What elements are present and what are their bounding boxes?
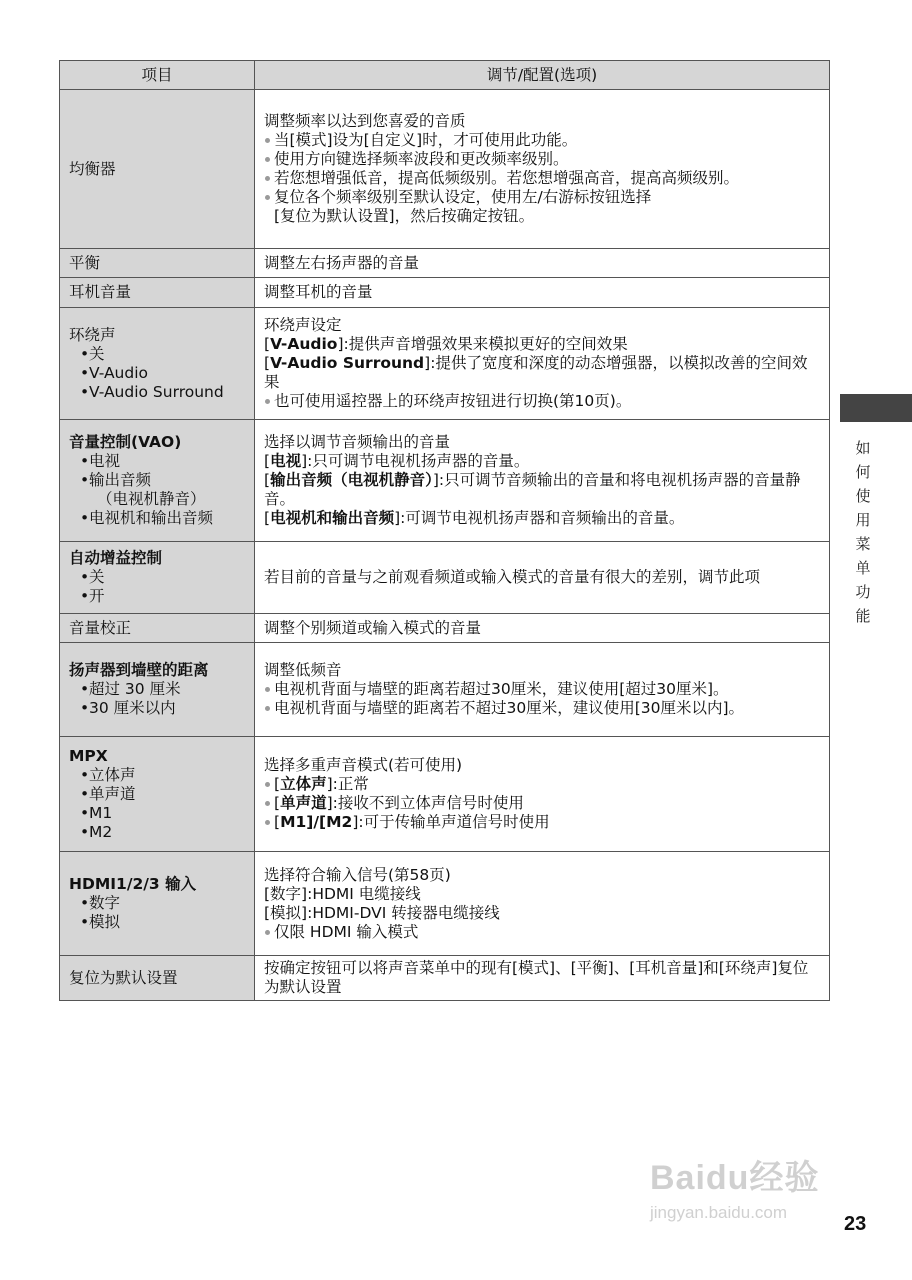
term-text: :可于传输单声道信号时使用 [358, 813, 550, 831]
item-title: 音量控制(VAO) [69, 433, 182, 451]
item-title: 复位为默认设置 [69, 968, 178, 987]
description-line: 调整频率以达到您喜爱的音质 [264, 112, 466, 130]
description-term-line: [电视机和输出音频]:可调节电视机扬声器和音频输出的音量。 [264, 509, 685, 527]
bullet-icon: • [80, 699, 90, 717]
description-cell [255, 643, 830, 737]
table-row [60, 308, 830, 420]
sound-settings-table [59, 60, 830, 1001]
bullet-icon: • [80, 509, 90, 527]
section-tab-char: 使 [855, 487, 871, 505]
header-options: 调节/配置(选项) [255, 61, 830, 90]
item-option-label: （电视机静音） [97, 490, 206, 508]
description-line: 选择多重声音模式(若可使用) [264, 756, 463, 774]
bullet-icon: • [80, 471, 90, 489]
table-row [60, 249, 830, 278]
item-option-label: 立体声 [89, 765, 136, 784]
term-text: :只可调节电视机扬声器的音量。 [307, 452, 530, 470]
item-cell [60, 90, 255, 249]
item-option-label: 关 [89, 344, 105, 363]
table-row [60, 614, 830, 643]
description-line: 选择符合输入信号(第58页) [264, 865, 451, 884]
section-tab-char: 用 [855, 511, 871, 529]
page-number: 23 [844, 1213, 867, 1235]
item-cell [60, 249, 255, 278]
description-term-line: [立体声]:正常 [264, 775, 820, 794]
item-title: 耳机音量 [69, 283, 132, 301]
item-option [69, 587, 245, 606]
description-bullet: 也可使用遥控器上的环绕声按钮进行切换(第10页)。 [264, 392, 820, 411]
term-label: 单声道 [280, 794, 327, 812]
term-text: :只可调节音频输出的音量和将电视机扬声器的音量静音。 [264, 471, 801, 508]
bullet-icon: • [80, 382, 90, 401]
bullet-icon: • [80, 784, 90, 803]
section-tab-char: 何 [855, 463, 871, 481]
item-cell [60, 542, 255, 614]
description-bullet: 使用方向键选择频率波段和更改频率级别。 [264, 150, 820, 169]
bullet-icon: • [80, 894, 90, 912]
bullet-icon: • [80, 452, 90, 470]
term-text: :可调节电视机扬声器和音频输出的音量。 [400, 509, 685, 527]
item-option-label: 模拟 [89, 913, 121, 931]
description-cell [255, 614, 830, 643]
description-bullet: 若您想增强低音，提高低频级别。若您想增强高音，提高高频级别。 [264, 169, 820, 188]
description-bullet: 仅限 HDMI 输入模式 [264, 923, 820, 942]
description-continuation: [复位为默认设置]，然后按确定按钮。 [274, 207, 535, 225]
item-option [69, 785, 245, 804]
table-row [60, 956, 830, 1001]
description-bullet: 电视机背面与墙壁的距离若超过30厘米，建议使用[超过30厘米]。 [264, 680, 820, 699]
description-cell [255, 249, 830, 278]
item-title: HDMI1/2/3 输入 [69, 875, 197, 893]
description-line: 调整低频音 [264, 661, 342, 679]
item-option [69, 383, 245, 402]
term-label: 电视 [270, 452, 302, 470]
term-label: M1]/[M2 [280, 813, 353, 831]
term-text: :接收不到立体声信号时使用 [332, 794, 524, 812]
item-option [69, 568, 245, 587]
description-cell [255, 308, 830, 420]
description-term-line: [M1]/[M2]:可于传输单声道信号时使用 [264, 813, 820, 832]
description-bullet: 当[模式]设为[自定义]时，才可使用此功能。 [264, 131, 820, 150]
description-term-line: [单声道]:接收不到立体声信号时使用 [264, 794, 820, 813]
bullet-icon: • [80, 363, 90, 382]
bullet-icon: • [80, 587, 90, 605]
item-option-label: 电视 [89, 452, 121, 470]
item-cell [60, 852, 255, 956]
item-title: 扬声器到墙壁的距离 [69, 661, 209, 679]
section-tab-marker [840, 394, 912, 422]
item-option [69, 345, 245, 364]
item-option-label: V-Audio [89, 363, 149, 382]
item-option [69, 471, 245, 490]
table-row [60, 420, 830, 542]
description-cell [255, 956, 830, 1001]
item-option [69, 509, 245, 528]
item-option-label: 30 厘米以内 [89, 699, 176, 717]
item-option [69, 913, 245, 932]
item-cell [60, 420, 255, 542]
description-bullet: 复位各个频率级别至默认设定，使用左/右游标按钮选择 [264, 188, 820, 207]
item-title: MPX [69, 746, 108, 765]
table-row [60, 852, 830, 956]
item-option [69, 452, 245, 471]
description-line: 若目前的音量与之前观看频道或输入模式的音量有很大的差别，调节此项 [264, 568, 761, 586]
description-line: 调整个别频道或输入模式的音量 [264, 618, 482, 637]
item-title: 音量校正 [69, 618, 132, 637]
item-option [69, 766, 245, 785]
bullet-icon: • [80, 803, 90, 822]
item-option-label: 单声道 [89, 784, 136, 803]
header-item: 项目 [60, 61, 255, 90]
item-option [69, 490, 245, 509]
description-line: 环绕声设定 [264, 316, 342, 334]
item-option [69, 680, 245, 699]
table-row [60, 90, 830, 249]
term-label: V-Audio Surround [270, 354, 425, 372]
description-bullet: 电视机背面与墙壁的距离若不超过30厘米，建议使用[30厘米以内]。 [264, 699, 820, 718]
section-tab-label [853, 436, 873, 628]
description-cell [255, 737, 830, 852]
table-row [60, 542, 830, 614]
item-option [69, 364, 245, 383]
table-row [60, 737, 830, 852]
item-option-label: M1 [89, 803, 113, 822]
item-option [69, 804, 245, 823]
item-option-label: 输出音频 [89, 471, 152, 489]
item-cell [60, 643, 255, 737]
item-option [69, 699, 245, 718]
item-cell [60, 737, 255, 852]
section-tab-char: 功 [855, 583, 871, 601]
table-row [60, 643, 830, 737]
watermark-url: jingyan.baidu.com [650, 1203, 788, 1222]
description-cell [255, 542, 830, 614]
description-cell [255, 90, 830, 249]
term-label: 电视机和输出音频 [270, 509, 395, 527]
term-label: V-Audio [270, 335, 338, 353]
item-option-label: 开 [89, 587, 105, 605]
description-term-line: [V-Audio]:提供声音增强效果来模拟更好的空间效果 [264, 335, 628, 353]
section-tab-char: 能 [855, 607, 871, 625]
term-text: :提供声音增强效果来模拟更好的空间效果 [343, 335, 628, 353]
item-title: 均衡器 [69, 159, 116, 178]
item-title: 环绕声 [69, 325, 116, 344]
section-tab-char: 菜 [855, 535, 871, 553]
bullet-icon: • [80, 822, 90, 841]
table-row [60, 278, 830, 308]
item-cell [60, 278, 255, 308]
bullet-icon: • [80, 568, 90, 586]
description-term-line: [V-Audio Surround]:提供了宽度和深度的动态增强器，以模拟改善的空间效果 [264, 354, 808, 391]
item-cell [60, 956, 255, 1001]
term-text: :提供了宽度和深度的动态增强器，以模拟改善的空间效果 [264, 354, 808, 391]
description-cell [255, 420, 830, 542]
item-title: 自动增益控制 [69, 549, 163, 567]
description-line: [数字]:HDMI 电缆接线 [264, 884, 421, 903]
description-line: 按确定按钮可以将声音菜单中的现有[模式]、[平衡]、[耳机音量]和[环绕声]复位为默认设置 [264, 959, 809, 996]
bullet-icon: • [80, 765, 90, 784]
item-option-label: 电视机和输出音频 [89, 509, 214, 527]
item-option-label: 数字 [89, 894, 121, 912]
watermark-logo: Baidu经验 [650, 1159, 820, 1197]
section-tab-char: 如 [855, 439, 871, 457]
item-title: 平衡 [69, 253, 101, 272]
section-tab-char: 单 [855, 559, 871, 577]
description-line: [模拟]:HDMI-DVI 转接器电缆接线 [264, 903, 500, 922]
description-line: 调整耳机的音量 [264, 283, 373, 301]
term-text: :正常 [332, 775, 369, 793]
bullet-icon: • [80, 680, 90, 698]
item-option [69, 894, 245, 913]
watermark [650, 1150, 840, 1240]
item-option-label: 关 [89, 568, 105, 586]
item-option-label: V-Audio Surround [89, 382, 224, 401]
description-cell [255, 278, 830, 308]
description-cell [255, 852, 830, 956]
table-header-row [60, 61, 830, 90]
item-cell [60, 614, 255, 643]
term-label: 输出音频（电视机静音） [270, 471, 433, 489]
item-option-label: 超过 30 厘米 [89, 680, 181, 698]
bullet-icon: • [80, 344, 90, 363]
item-cell [60, 308, 255, 420]
description-term-line: [电视]:只可调节电视机扬声器的音量。 [264, 452, 530, 470]
term-label: 立体声 [280, 775, 327, 793]
description-line: 选择以调节音频输出的音量 [264, 433, 451, 451]
item-option [69, 823, 245, 842]
bullet-icon: • [80, 913, 90, 931]
item-option-label: M2 [89, 822, 113, 841]
description-line: 调整左右扬声器的音量 [264, 253, 420, 272]
description-term-line: [输出音频（电视机静音）]:只可调节音频输出的音量和将电视机扬声器的音量静音。 [264, 471, 801, 508]
